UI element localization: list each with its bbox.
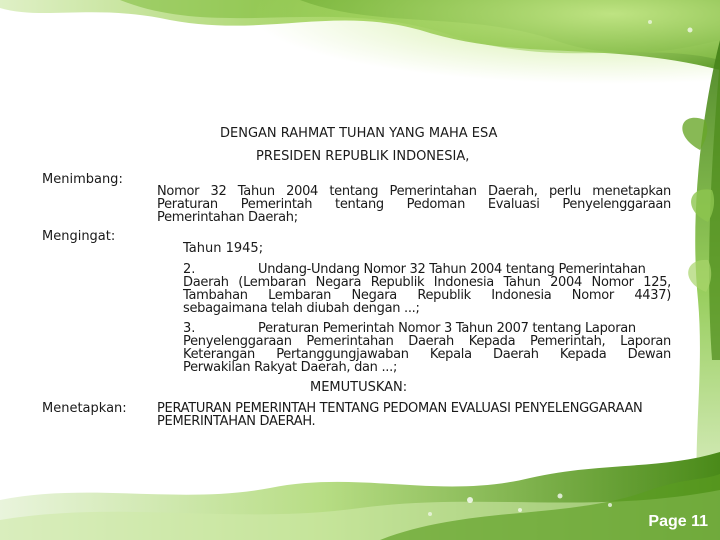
page-number: Page 11	[648, 513, 708, 530]
mengingat-item-1-tail: Tahun 1945;	[183, 241, 264, 256]
mengingat-item-2-line-3: Tambahan Lembaran Negara Republik Indonesia Nomor 4437)	[183, 288, 671, 303]
header-line-1: DENGAN RAHMAT TUHAN YANG MAHA ESA	[220, 126, 498, 141]
mengingat-item-2-line-4: sebagaimana telah diubah dengan ...;	[183, 301, 420, 316]
menimbang-line-1: Nomor 32 Tahun 2004 tentang Pemerintahan Daerah, perlu menetapkan	[157, 184, 671, 199]
menetapkan-line-1: PERATURAN PEMERINTAH TENTANG PEDOMAN EVALUASI PENYELENGGARAAN	[157, 401, 643, 416]
mengingat-item-3-line-3: Keterangan Pertanggungjawaban Kepala Daerah Kepada Dewan	[183, 347, 671, 362]
memutuskan-heading: MEMUTUSKAN:	[310, 380, 408, 395]
label-menimbang: Menimbang:	[42, 172, 123, 187]
mengingat-item-3-line-4: Perwakilan Rakyat Daerah, dan ...;	[183, 360, 398, 375]
label-menetapkan: Menetapkan:	[42, 401, 127, 416]
mengingat-item-3-line-1: Peraturan Pemerintah Nomor 3 Tahun 2007 tentang Laporan	[258, 321, 636, 336]
mengingat-item-2-line-1: Undang-Undang Nomor 32 Tahun 2004 tentang Pemerintahan	[258, 262, 646, 277]
mengingat-item-3-line-2: Penyelenggaraan Pemerintahan Daerah Kepada Pemerintah, Laporan	[183, 334, 671, 349]
mengingat-item-2-number: 2.	[183, 262, 196, 277]
mengingat-item-3-number: 3.	[183, 321, 196, 336]
label-mengingat: Mengingat:	[42, 229, 116, 244]
header-line-2: PRESIDEN REPUBLIK INDONESIA,	[256, 149, 470, 164]
mengingat-item-2-line-2: Daerah (Lembaran Negara Republik Indonesia Tahun 2004 Nomor 125,	[183, 275, 671, 290]
menetapkan-line-2: PEMERINTAHAN DAERAH.	[157, 414, 316, 429]
menimbang-line-3: Pemerintahan Daerah;	[157, 210, 298, 225]
menimbang-line-2: Peraturan Pemerintah tentang Pedoman Evaluasi Penyelenggaraan	[157, 197, 671, 212]
